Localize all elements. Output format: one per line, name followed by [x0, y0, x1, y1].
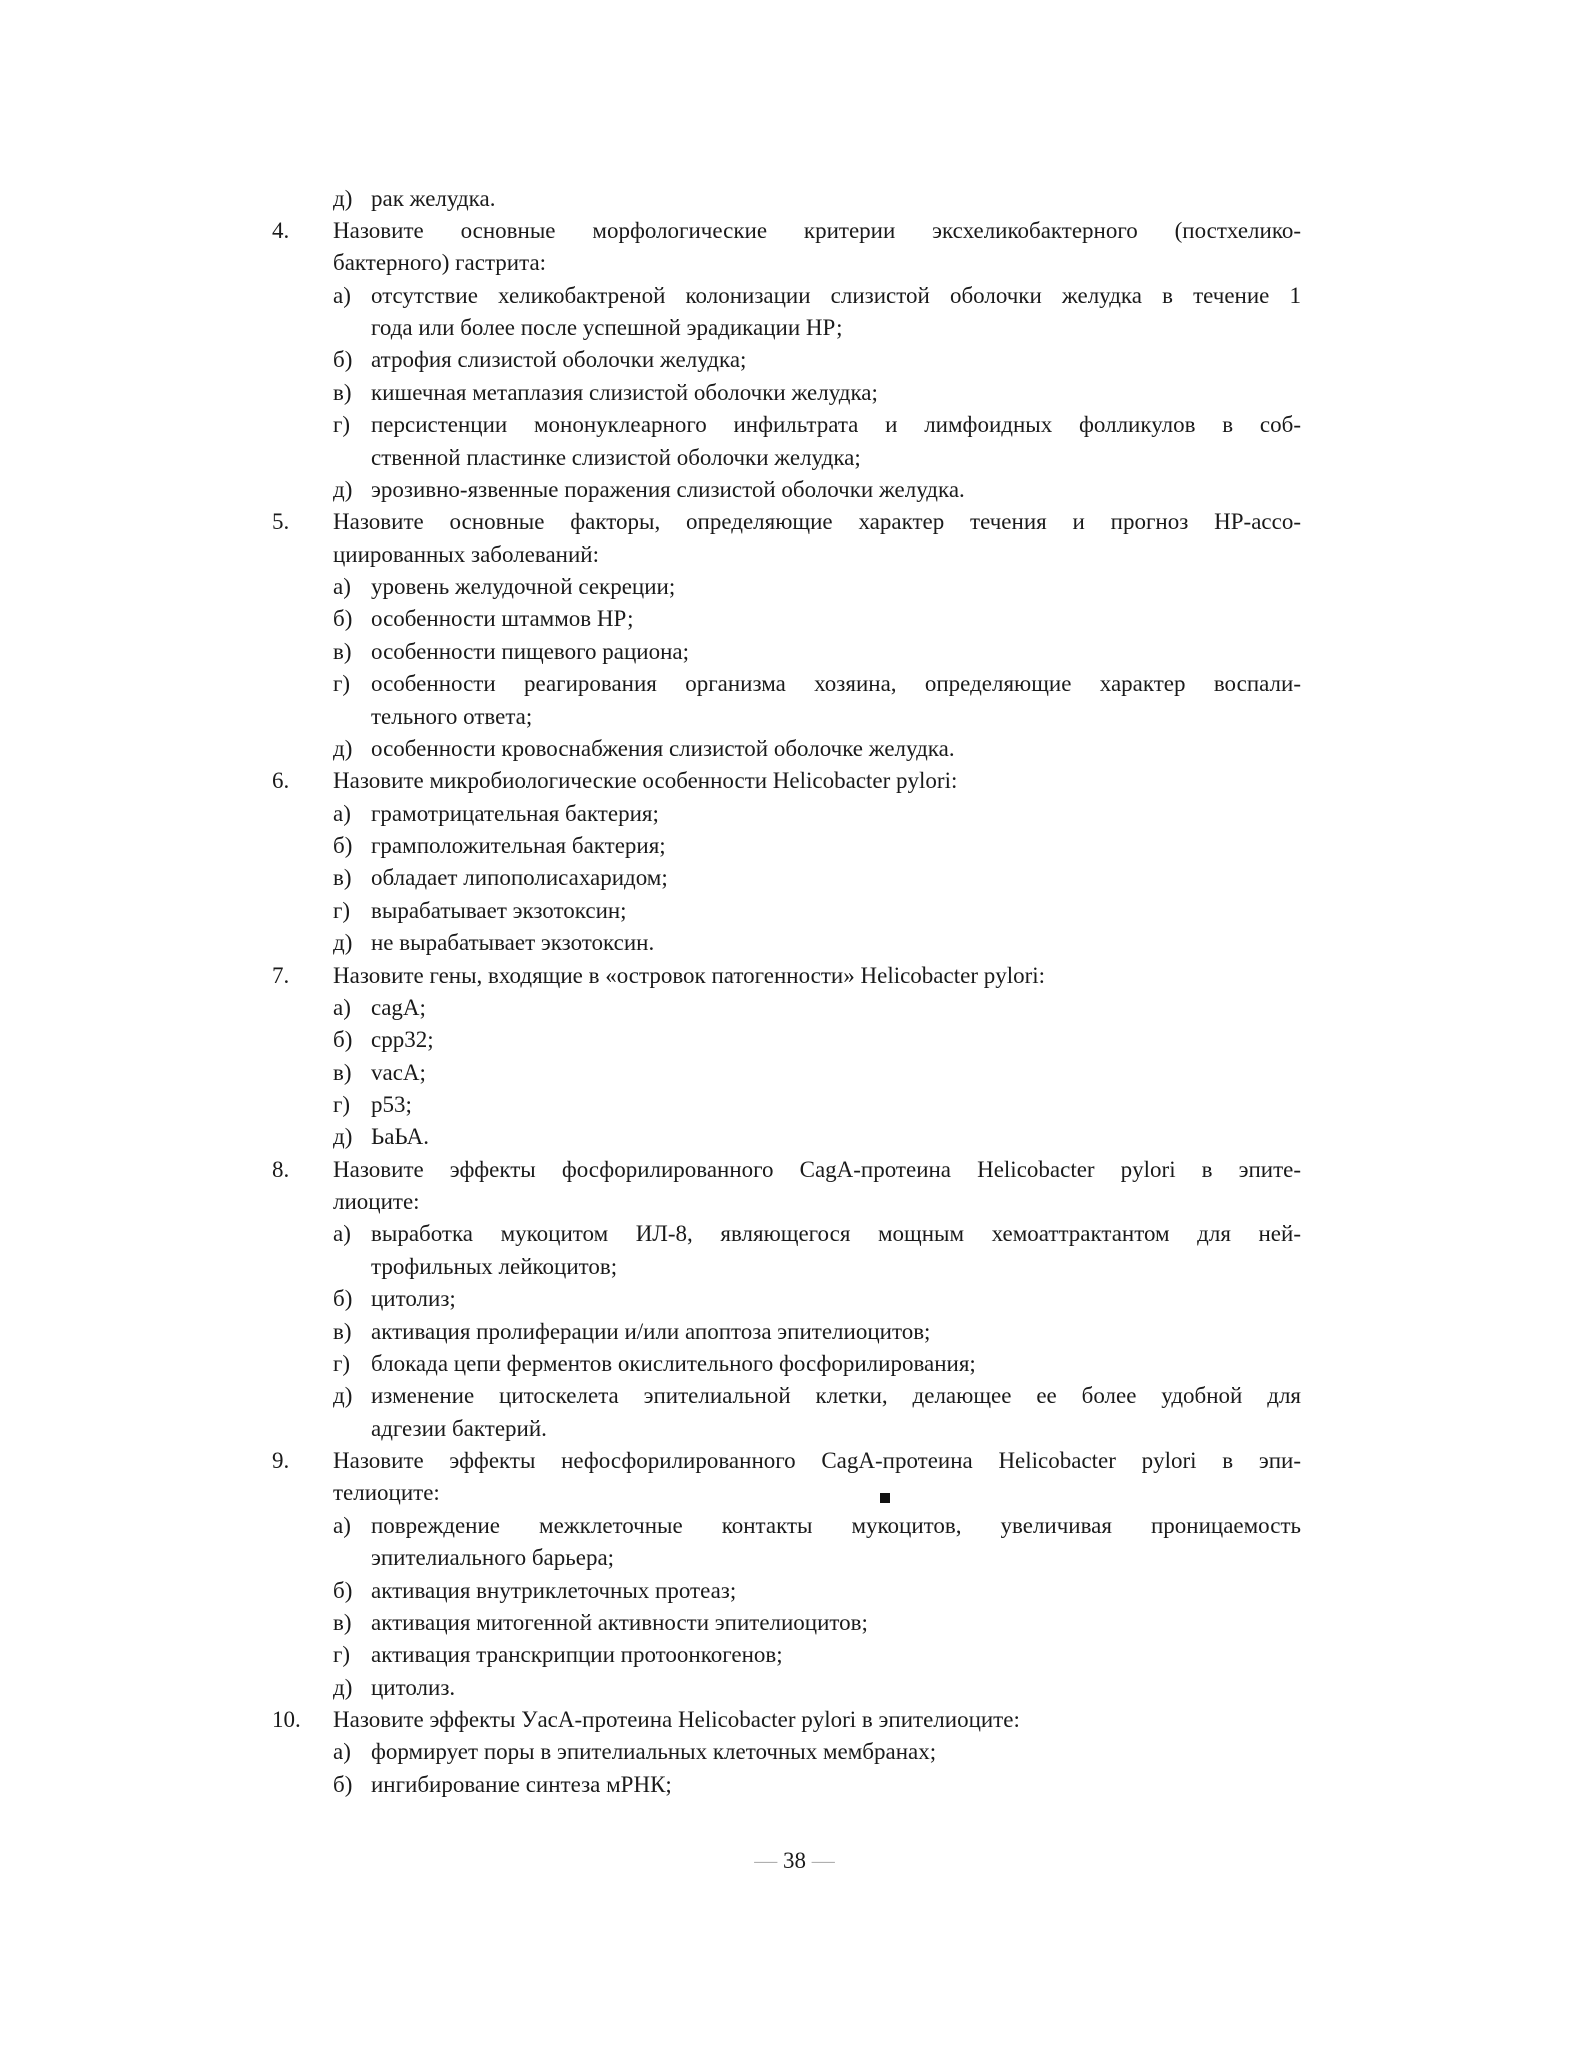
option-text: изменение цитоскелета эпителиальной клетки, делающее ее более удобной для	[371, 1383, 1301, 1408]
question-number: 5.	[272, 509, 290, 534]
lead-option-text: рак желудка.	[371, 186, 496, 211]
question-text: телиоците:	[333, 1480, 440, 1505]
option-text: эпителиального барьера;	[371, 1545, 615, 1570]
question-text: Назовите микробиологические особенности Helicobacter pylori:	[333, 768, 958, 793]
option-letter: б)	[333, 606, 353, 631]
option-letter: а)	[333, 1221, 351, 1246]
option-text: цитолиз;	[371, 1286, 456, 1311]
option-text: вырабатывает экзотоксин;	[371, 898, 627, 923]
square-mark-icon	[880, 1493, 890, 1503]
question-text: Назовите гены, входящие в «островок патогенности» Helicobacter pylori:	[333, 963, 1046, 988]
question-text: Назовите эффекты фосфорилированного CagA-протеина Helicobacter pylori в эпите-	[333, 1157, 1301, 1182]
option-text: особенности кровоснабжения слизистой оболочке желудка.	[371, 736, 955, 761]
option-text: эрозивно-язвенные поражения слизистой оболочки желудка.	[371, 477, 965, 502]
option-letter: г)	[333, 1642, 351, 1667]
question-number: 10.	[272, 1707, 301, 1732]
option-text: ингибирование синтеза мРНК;	[371, 1772, 672, 1797]
option-text: отсутствие хеликобактреной колонизации слизистой оболочки желудка в течение 1	[371, 283, 1301, 308]
option-letter: в)	[333, 865, 352, 890]
question-number: 4.	[272, 218, 290, 243]
option-letter: д)	[333, 477, 353, 502]
option-text: адгезии бактерий.	[371, 1416, 547, 1441]
option-letter: а)	[333, 995, 351, 1020]
option-letter: д)	[333, 1124, 353, 1149]
option-text: атрофия слизистой оболочки желудка;	[371, 347, 747, 372]
option-text: активация внутриклеточных протеаз;	[371, 1578, 737, 1603]
question-text: Назовите основные факторы, определяющие характер течения и прогноз НР-ассо-	[333, 509, 1301, 534]
option-text: персистенции мононуклеарного инфильтрата и лимфоидных фолликулов в соб-	[371, 412, 1301, 437]
option-text: трофильных лейкоцитов;	[371, 1254, 618, 1279]
option-letter: в)	[333, 380, 352, 405]
option-letter: д)	[333, 1383, 353, 1408]
option-letter: б)	[333, 1772, 353, 1797]
option-letter: в)	[333, 1060, 352, 1085]
option-text: цитолиз.	[371, 1675, 456, 1700]
option-letter: г)	[333, 1351, 351, 1376]
option-letter: г)	[333, 898, 351, 923]
option-text: особенности пищевого рациона;	[371, 639, 689, 664]
option-text: cpp32;	[371, 1027, 434, 1052]
option-letter: б)	[333, 1578, 353, 1603]
footer-dash-left: —	[754, 1848, 778, 1873]
question-number: 9.	[272, 1448, 290, 1473]
question-number: 7.	[272, 963, 290, 988]
question-number: 6.	[272, 768, 290, 793]
option-letter: в)	[333, 639, 352, 664]
option-text: тельного ответа;	[371, 704, 533, 729]
footer-dash-right: —	[811, 1848, 835, 1873]
option-letter: а)	[333, 283, 351, 308]
question-text: Назовите эффекты УасА-протеина Helicobacter pylori в эпителиоците:	[333, 1707, 1020, 1732]
option-text: активация пролиферации и/или апоптоза эпителиоцитов;	[371, 1319, 931, 1344]
option-text: особенности реагирования организма хозяина, определяющие характер воспали-	[371, 671, 1301, 696]
option-text: блокада цепи ферментов окислительного фосфорилирования;	[371, 1351, 976, 1376]
option-letter: а)	[333, 1513, 351, 1538]
question-text: бактерного) гастрита:	[333, 250, 547, 275]
option-letter: а)	[333, 801, 351, 826]
question-text: Назовите эффекты нефосфорилированного CagA-протеина Helicobacter pylori в эпи-	[333, 1448, 1301, 1473]
option-text: cagA;	[371, 995, 426, 1020]
option-letter: б)	[333, 1286, 353, 1311]
question-text: лиоците:	[333, 1189, 420, 1214]
option-letter: б)	[333, 1027, 353, 1052]
option-letter: г)	[333, 1092, 351, 1117]
option-text: кишечная метаплазия слизистой оболочки желудка;	[371, 380, 878, 405]
option-letter: г)	[333, 671, 351, 696]
option-text: грамположительная бактерия;	[371, 833, 666, 858]
option-letter: б)	[333, 347, 353, 372]
page-number: 38	[783, 1848, 806, 1873]
option-letter: в)	[333, 1610, 352, 1635]
option-text: формирует поры в эпителиальных клеточных мембранах;	[371, 1739, 937, 1764]
option-text: ственной пластинке слизистой оболочки желудка;	[371, 445, 861, 470]
option-text: ЬаЬА.	[371, 1124, 429, 1149]
option-text: vacA;	[371, 1060, 426, 1085]
option-letter: г)	[333, 412, 351, 437]
option-text: повреждение межклеточные контакты мукоцитов, увеличивая проницаемость	[371, 1513, 1301, 1538]
option-text: года или более после успешной эрадикации НР;	[371, 315, 843, 340]
option-letter: в)	[333, 1319, 352, 1344]
option-text: грамотрицательная бактерия;	[371, 801, 659, 826]
option-text: обладает липополисахаридом;	[371, 865, 668, 890]
option-text: не вырабатывает экзотоксин.	[371, 930, 655, 955]
option-text: p53;	[371, 1092, 412, 1117]
option-text: выработка мукоцитом ИЛ-8, являющегося мощным хемоаттрактантом для ней-	[371, 1221, 1301, 1246]
option-text: активация митогенной активности эпителиоцитов;	[371, 1610, 868, 1635]
question-number: 8.	[272, 1157, 290, 1182]
option-text: уровень желудочной секреции;	[371, 574, 676, 599]
option-letter: а)	[333, 1739, 351, 1764]
question-text: циированных заболеваний:	[333, 542, 599, 567]
option-letter: д)	[333, 1675, 353, 1700]
option-letter: б)	[333, 833, 353, 858]
page-footer	[0, 1844, 1589, 1877]
option-letter: а)	[333, 574, 351, 599]
question-text: Назовите основные морфологические критерии эксхеликобактерного (постхелико-	[333, 218, 1301, 243]
option-text: активация транскрипции протоонкогенов;	[371, 1642, 783, 1667]
lead-option-letter: д)	[333, 186, 353, 211]
option-letter: д)	[333, 736, 353, 761]
option-text: особенности штаммов НР;	[371, 606, 634, 631]
option-letter: д)	[333, 930, 353, 955]
